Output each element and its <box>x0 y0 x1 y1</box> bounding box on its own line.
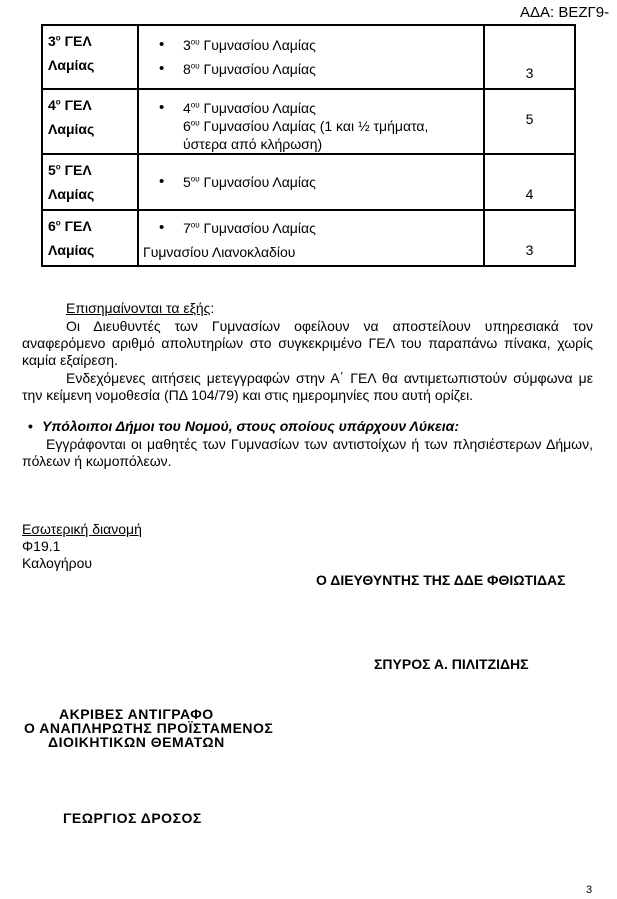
table-row <box>42 89 575 154</box>
table-row <box>42 154 575 210</box>
ada-code: ΑΔΑ: ΒΕΖΓ9- <box>520 4 610 21</box>
count-cell: 5 <box>484 89 575 154</box>
school-city: Λαμίας <box>48 121 95 137</box>
count-cell: 4 <box>484 154 575 210</box>
gymnasia-cell <box>138 89 484 154</box>
count-cell: 3 <box>484 210 575 266</box>
copy-line-1: ΑΚΡΙΒΕΣ ΑΝΤΙΓΡΑΦΟ <box>59 706 214 722</box>
table-row <box>42 210 575 266</box>
list-item: ύστερα από κλήρωση) <box>183 136 323 152</box>
page-number: 3 <box>586 884 593 896</box>
copy-line-3: ΔΙΟΙΚΗΤΙΚΩΝ ΘΕΜΑΤΩΝ <box>48 734 225 750</box>
gymnasia-cell <box>138 210 484 266</box>
other-municipalities-heading: • Υπόλοιποι Δήμοι του Νομού, στους οποίους υπάρχουν Λύκεια: <box>42 418 459 435</box>
gymnasia-cell <box>138 154 484 210</box>
list-item: • $5^{o\upsilon}$ Γυμνασίου Λαμίας <box>139 173 483 191</box>
notes-paragraph-2: Ενδεχόμενες αιτήσεις μετεγγραφών στην Α΄ ΓΕΛ θα αντιμετωπιστούν σύμφωνα με την κείμενη νομοθεσία (ΠΔ 104/79) και στις ημερομηνίες που αυτή ορίζει. <box>22 370 593 403</box>
schools-table <box>41 24 576 267</box>
school-cell <box>42 210 138 266</box>
school-name: $3^o$ ΓΕΛ <box>48 33 92 49</box>
list-item: • $8^{o\upsilon}$ Γυμνασίου Λαμίας <box>139 60 483 78</box>
list-item: $6^{o\upsilon}$ Γυμνασίου Λαμίας (1 και ½ τμήματα, <box>183 118 429 134</box>
school-cell <box>42 25 138 89</box>
school-cell <box>42 154 138 210</box>
director-title: Ο ΔΙΕΥΘΥΝΤΗΣ ΤΗΣ ΔΔΕ ΦΘΙΩΤΙΔΑΣ <box>316 572 566 588</box>
director-name: ΣΠΥΡΟΣ Α. ΠΙΛΙΤΖΙΔΗΣ <box>374 656 529 672</box>
list-item: • $4^{o\upsilon}$ Γυμνασίου Λαμίας <box>139 99 483 117</box>
school-name: $5^o$ ΓΕΛ <box>48 162 92 178</box>
school-name: $6^o$ ΓΕΛ <box>48 218 92 234</box>
school-name: $4^o$ ΓΕΛ <box>48 97 92 113</box>
distribution-recipient: Καλογήρου <box>22 555 93 571</box>
gymnasia-cell <box>138 25 484 89</box>
notes-paragraph-1: Οι Διευθυντές των Γυμνασίων οφείλουν να αποστείλουν υπηρεσιακά τον αναφερόμενο αριθμό απολυτηρίων στο συγκεκριμένο ΓΕΛ του παραπάνω πίνακα, χωρίς καμία εξαίρεση. <box>22 318 593 368</box>
table-row <box>42 25 575 89</box>
copy-line-2: Ο ΑΝΑΠΛΗΡΩΤΗΣ ΠΡΟΪΣΤΑΜΕΝΟΣ <box>24 720 274 736</box>
school-city: Λαμίας <box>48 186 95 202</box>
school-city: Λαμίας <box>48 57 95 73</box>
notes-paragraph-3: Εγγράφονται οι μαθητές των Γυμνασίων των αντιστοίχων ή των πλησιέστερων Δήμων, πόλεων ή κωμοπόλεων. <box>22 436 593 469</box>
copy-name: ΓΕΩΡΓΙΟΣ ΔΡΟΣΟΣ <box>63 810 202 826</box>
distribution-code: Φ19.1 <box>22 538 61 554</box>
notes-heading: Επισημαίνονται τα εξής: <box>66 300 215 316</box>
school-city: Λαμίας <box>48 242 95 258</box>
list-item: • $3^{o\upsilon}$ Γυμνασίου Λαμίας <box>139 36 483 54</box>
count-cell: 3 <box>484 25 575 89</box>
list-item: Γυμνασίου Λιανοκλαδίου <box>143 244 296 260</box>
distribution-heading: Εσωτερική διανομή <box>22 521 142 537</box>
school-cell <box>42 89 138 154</box>
list-item: • $7^{o\upsilon}$ Γυμνασίου Λαμίας <box>139 219 483 237</box>
